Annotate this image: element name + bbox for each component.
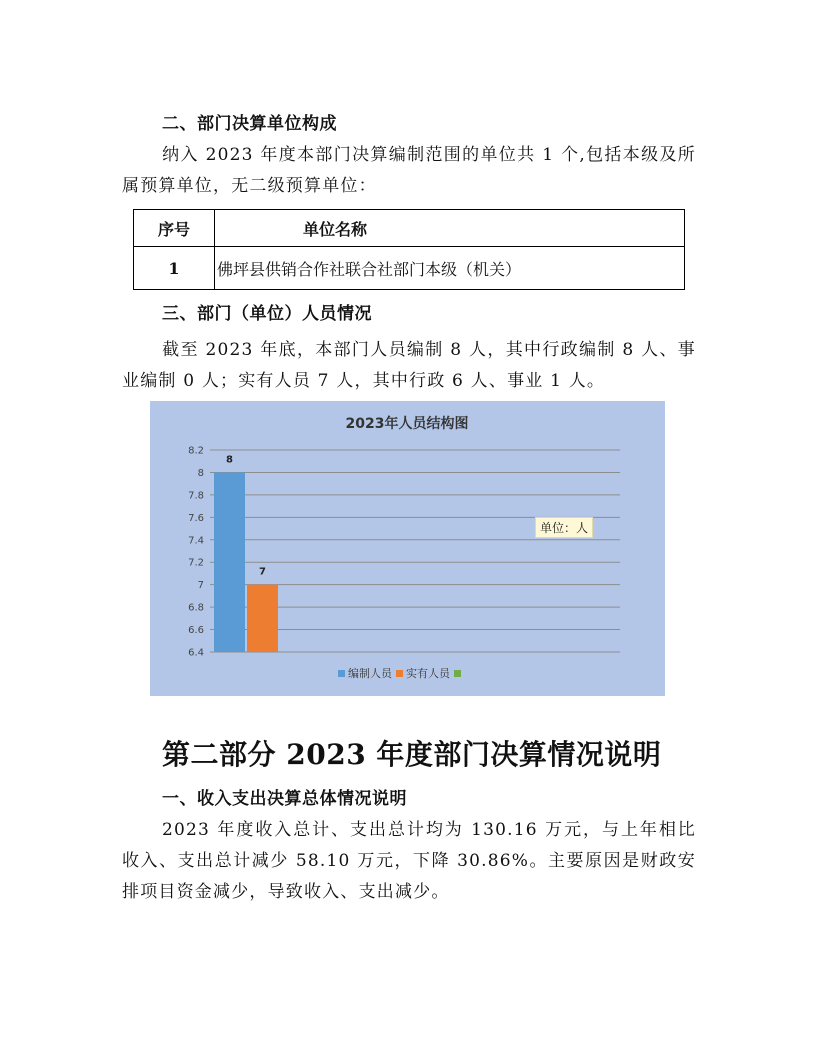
y-tick-label: 6.8 — [188, 602, 204, 614]
table-header-row — [134, 210, 685, 247]
col-header-no: 序号 — [134, 210, 215, 247]
y-tick-label: 7.4 — [188, 535, 204, 547]
section-heading-income-expense: 一、收入支出决算总体情况说明 — [162, 789, 407, 809]
y-tick-label: 7.6 — [188, 512, 204, 524]
section-heading-personnel: 三、部门（单位）人员情况 — [162, 304, 372, 324]
legend-label: 实有人员 — [406, 667, 450, 680]
cell-unit-name: 佛坪县供销合作社联合社部门本级（机关） — [215, 247, 685, 290]
data-label: 7 — [259, 566, 266, 578]
unit-composition-paragraph — [122, 140, 696, 202]
y-tick-label: 8 — [197, 467, 204, 479]
unit-composition-text: 纳入 2023 年度本部门决算编制范围的单位共 1 个,包括本级及所属预算单位，无二级预算单位： — [122, 145, 696, 196]
data-label: 8 — [226, 454, 233, 466]
income-expense-paragraph — [122, 815, 696, 908]
col-header-name: 单位名称 — [215, 210, 685, 247]
y-tick-label: 8.2 — [188, 445, 204, 457]
section-heading-unit-composition: 二、部门决算单位构成 — [162, 114, 337, 134]
y-tick-label: 6.4 — [188, 647, 204, 659]
chart-unit-annotation: 单位：人 — [535, 517, 593, 538]
income-expense-text: 2023 年度收入总计、支出总计均为 130.16 万元，与上年相比收入、支出总计减少 58.10 万元，下降 30.86%。主要原因是财政安排项目资金减少，导致收入、支出减少。 — [122, 820, 696, 902]
chart-y-ticks — [188, 446, 204, 659]
legend-swatch — [396, 670, 403, 677]
chart-bars — [214, 454, 278, 652]
bar-actual-staff — [247, 585, 278, 652]
personnel-paragraph — [122, 335, 696, 397]
y-tick-label: 6.6 — [188, 625, 204, 637]
y-tick-label: 7 — [197, 580, 204, 592]
y-tick-label: 7.2 — [188, 557, 204, 569]
chart-legend — [338, 666, 461, 680]
y-tick-label: 7.8 — [188, 490, 204, 502]
bar-authorized-staff — [214, 472, 245, 652]
personnel-text: 截至 2023 年底，本部门人员编制 8 人，其中行政编制 8 人、事业编制 0 人；实有人员 7 人，其中行政 6 人、事业 1 人。 — [122, 340, 696, 391]
personnel-chart — [150, 401, 665, 696]
chart-title: 2023年人员结构图 — [345, 416, 469, 432]
cell-no: 1 — [134, 247, 215, 290]
table-row — [134, 247, 685, 290]
unit-table — [133, 209, 685, 290]
chart-svg — [150, 401, 665, 696]
legend-label: 编制人员 — [348, 667, 392, 680]
part-two-title: 第二部分 2023 年度部门决算情况说明 — [162, 738, 662, 771]
legend-swatch — [338, 670, 345, 677]
legend-swatch — [454, 670, 461, 677]
